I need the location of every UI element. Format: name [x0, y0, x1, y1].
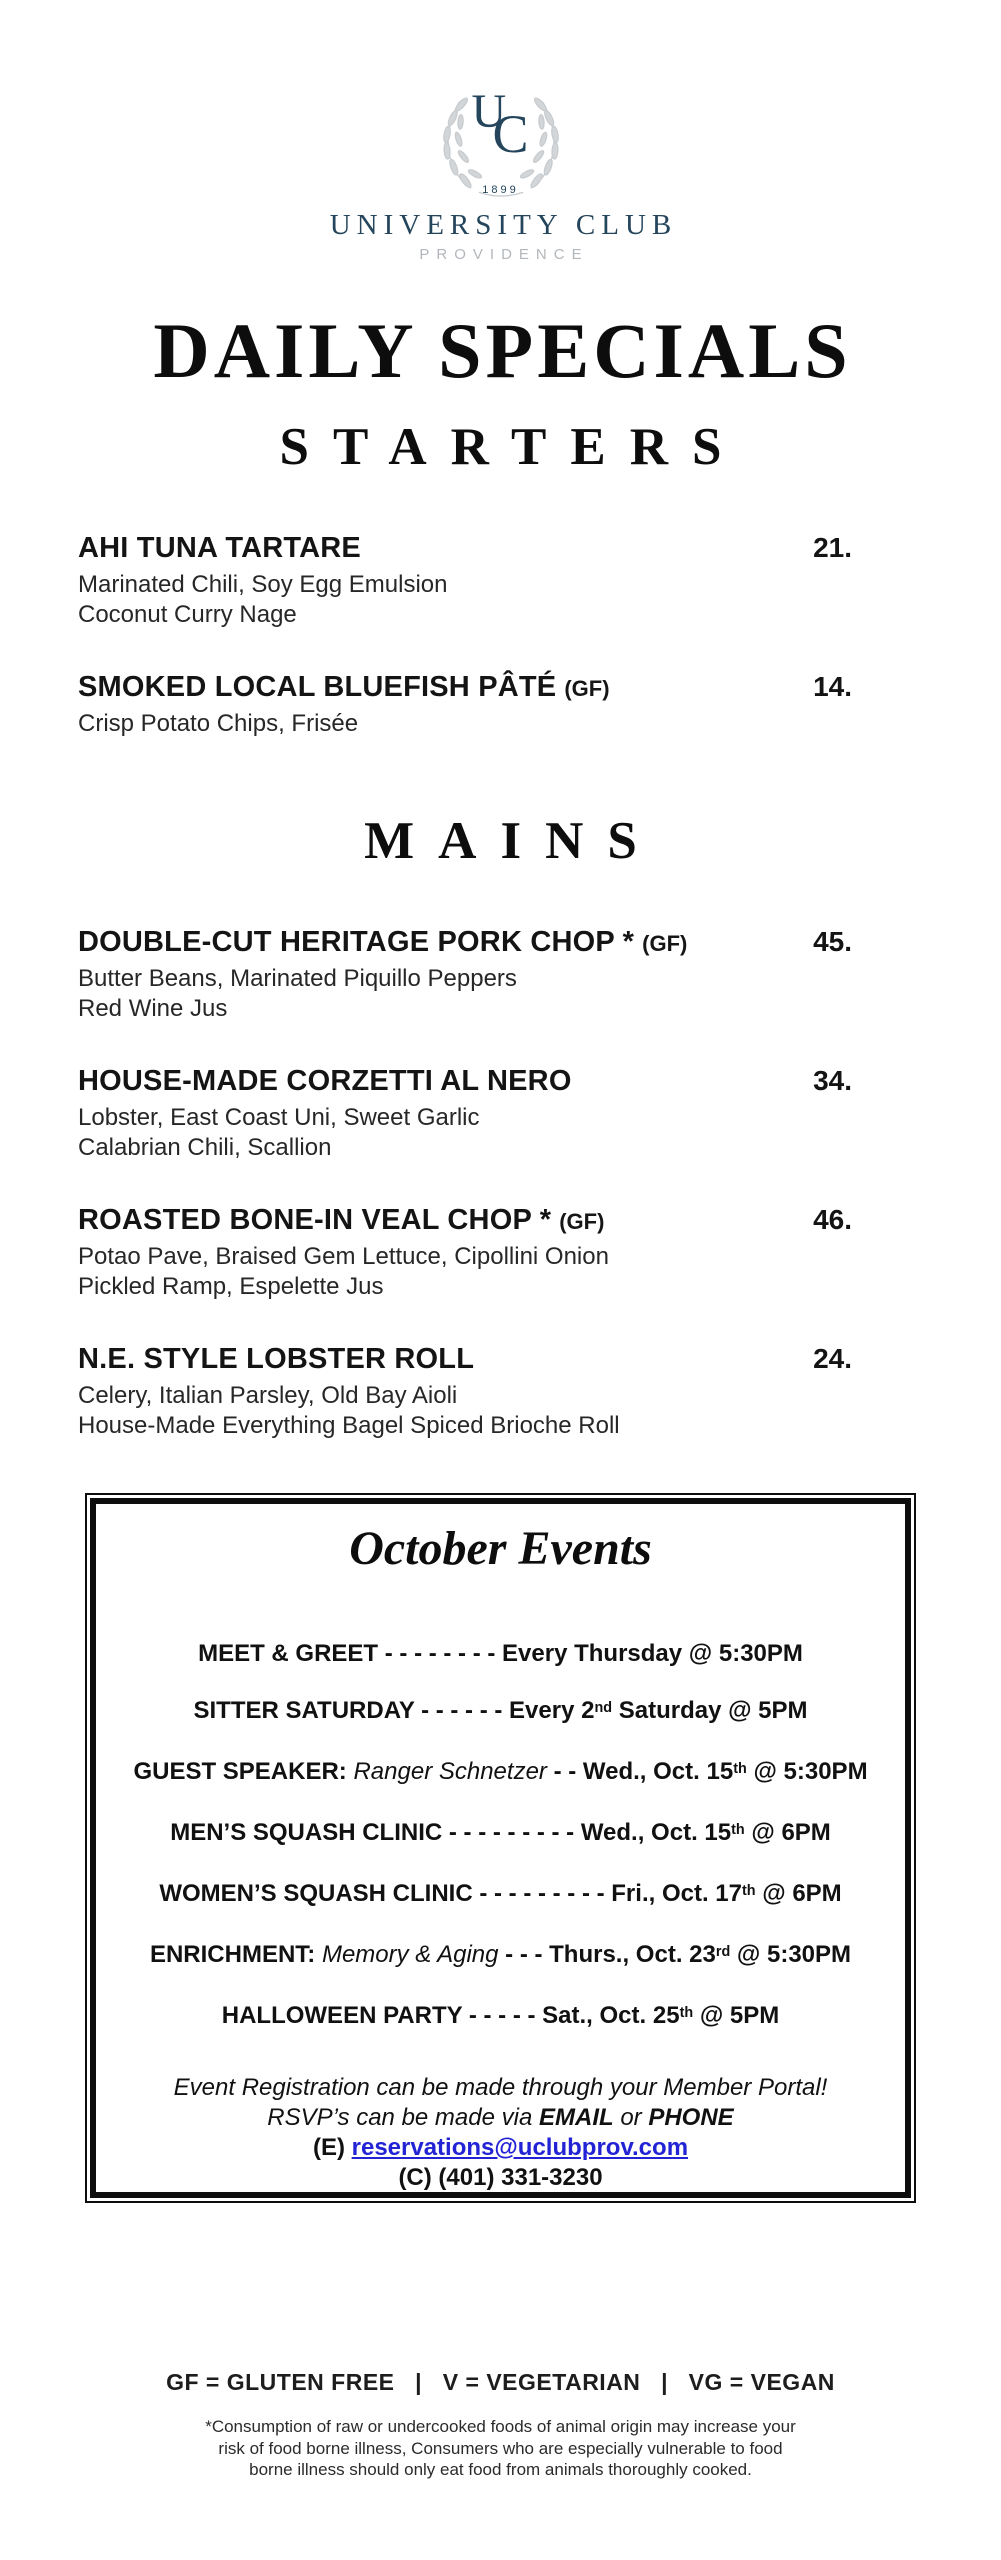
menu-item-head	[78, 531, 852, 570]
item-desc-line: Potao Pave, Braised Gem Lettuce, Cipollini Onion	[78, 1243, 609, 1270]
disclaimer-line: *Consumption of raw or undercooked foods of animal origin may increase your	[205, 2417, 796, 2436]
text-part: - - Wed., Oct. 15	[546, 1758, 734, 1785]
menu-item	[78, 1342, 852, 1441]
text-part: ENRICHMENT:	[149, 1941, 322, 1968]
item-name: DOUBLE-CUT HERITAGE PORK CHOP *	[78, 926, 635, 958]
menu-item	[78, 925, 852, 1024]
menu-item-head	[78, 1203, 852, 1242]
item-desc	[78, 709, 852, 739]
menu-item-head	[78, 925, 852, 964]
event-line	[96, 1638, 905, 1669]
item-desc-line: Celery, Italian Parsley, Old Bay Aioli	[78, 1382, 458, 1409]
item-desc-line: Coconut Curry Nage	[78, 601, 297, 628]
item-price: 46.	[813, 1204, 852, 1235]
text-part: @ 6PM	[744, 1819, 831, 1846]
menu-item-head	[78, 1342, 852, 1381]
menu-item-head	[78, 1064, 852, 1103]
founding-year: 1899	[482, 184, 519, 196]
item-dietary-tag: (GF)	[642, 931, 688, 956]
section-heading: STARTERS	[279, 418, 746, 476]
club-crest	[386, 85, 616, 198]
dietary-legend: GF = GLUTEN FREE | V = VEGETARIAN | VG = VEGAN	[166, 2369, 835, 2395]
item-desc	[78, 570, 852, 630]
events-box-inner	[90, 1498, 911, 2198]
text-part: PHONE	[648, 2104, 734, 2131]
item-desc	[78, 1381, 852, 1441]
item-price: 14.	[813, 671, 852, 702]
menu-item	[78, 531, 852, 630]
events-title: October Events	[349, 1522, 652, 1575]
item-desc-line: Butter Beans, Marinated Piquillo Peppers	[78, 965, 517, 992]
monogram-letter-c: C	[492, 104, 529, 164]
club-city: PROVIDENCE	[419, 246, 589, 263]
events-footer-line	[96, 2073, 905, 2103]
event-line	[96, 1695, 905, 1730]
text-part: th	[741, 1882, 756, 1899]
item-desc	[78, 964, 852, 1024]
text-part: EMAIL	[538, 2104, 614, 2131]
item-desc-line: Lobster, East Coast Uni, Sweet Garlic	[78, 1104, 480, 1131]
text-part: RSVP’s can be made via	[267, 2104, 539, 2131]
text-part: @ 5:30PM	[730, 1941, 852, 1968]
events-list	[96, 1638, 905, 2035]
text-part: th	[731, 1821, 745, 1838]
text-part: nd	[594, 1699, 613, 1716]
text-part: Saturday @ 5PM	[612, 1697, 808, 1724]
menu-section	[0, 812, 1001, 1441]
item-price: 45.	[813, 926, 852, 957]
item-desc-line: Red Wine Jus	[78, 995, 228, 1022]
text-part: MEET & GREET - - - - - - - - Every Thursday @ 5:30PM	[198, 1640, 803, 1667]
menu-item	[78, 1203, 852, 1302]
item-dietary-tag: (GF)	[559, 1209, 605, 1234]
item-desc-line: Marinated Chili, Soy Egg Emulsion	[78, 571, 448, 598]
menu-item-head	[78, 670, 852, 709]
monogram-letter-u: U	[471, 85, 507, 138]
text-part: @ 5PM	[693, 2002, 780, 2029]
consumption-disclaimer	[0, 2416, 1001, 2481]
text-part: th	[733, 1760, 747, 1777]
text-part: HALLOWEEN PARTY - - - - - Sat., Oct. 25	[221, 2002, 680, 2029]
text-part: Memory & Aging	[321, 1941, 499, 1968]
item-title	[78, 1203, 604, 1242]
item-name: ROASTED BONE-IN VEAL CHOP *	[78, 1204, 552, 1236]
item-desc-line: Pickled Ramp, Espelette Jus	[78, 1273, 384, 1300]
text-part: Ranger Schnetzer	[353, 1758, 547, 1785]
text-part: @ 6PM	[755, 1880, 842, 1907]
item-name: SMOKED LOCAL BLUEFISH PÂTÉ	[78, 671, 557, 703]
item-name: HOUSE-MADE CORZETTI AL NERO	[78, 1065, 572, 1097]
text-part: (E)	[312, 2134, 352, 2161]
event-line	[96, 1756, 905, 1791]
menu-sections	[0, 418, 1001, 1441]
event-line	[96, 1878, 905, 1913]
text-part: GUEST SPEAKER:	[133, 1758, 354, 1785]
text-part: Event Registration can be made through your Member Portal!	[173, 2074, 828, 2101]
item-price: 34.	[813, 1065, 852, 1096]
text-part: MEN’S SQUASH CLINIC - - - - - - - - - Wed., Oct. 15	[170, 1819, 732, 1846]
menu-section	[0, 418, 1001, 739]
section-heading: MAINS	[364, 812, 661, 870]
item-desc-line: Calabrian Chili, Scallion	[78, 1134, 332, 1161]
event-line	[96, 1939, 905, 1974]
section-items	[78, 531, 852, 739]
events-box	[85, 1493, 916, 2203]
uc-monogram	[456, 85, 546, 184]
item-title	[78, 925, 687, 964]
text-part: WOMEN’S SQUASH CLINIC - - - - - - - - - Fri., Oct. 17	[159, 1880, 742, 1907]
text-part: rd	[715, 1943, 731, 1960]
text-part: (C) (401) 331-3230	[398, 2164, 603, 2191]
item-title	[78, 531, 361, 570]
disclaimer-line: borne illness should only eat food from animals thoroughly cooked.	[249, 2460, 752, 2479]
events-footer-line	[96, 2163, 905, 2193]
event-line	[96, 1817, 905, 1852]
menu-item	[78, 670, 852, 739]
event-line	[96, 2000, 905, 2035]
disclaimer-line: risk of food borne illness, Consumers who are especially vulnerable to food	[218, 2438, 783, 2458]
email-link[interactable]: reservations@uclubprov.com	[351, 2134, 689, 2161]
events-footer-line	[96, 2133, 905, 2163]
section-items	[78, 925, 852, 1441]
item-price: 21.	[813, 532, 852, 563]
item-desc-line: Crisp Potato Chips, Frisée	[78, 710, 359, 737]
item-name: N.E. STYLE LOBSTER ROLL	[78, 1343, 475, 1375]
text-part: @ 5:30PM	[746, 1758, 868, 1785]
club-name: UNIVERSITY CLUB	[329, 209, 678, 241]
item-name: AHI TUNA TARTARE	[78, 532, 361, 564]
text-part: SITTER SATURDAY - - - - - - Every 2	[193, 1697, 595, 1724]
events-footer-line	[96, 2103, 905, 2133]
item-desc-line: House-Made Everything Bagel Spiced Brioche Roll	[78, 1412, 620, 1439]
item-price: 24.	[813, 1343, 852, 1374]
menu-item	[78, 1064, 852, 1163]
events-footer	[96, 2073, 905, 2193]
item-title	[78, 1064, 572, 1103]
text-part: or	[613, 2104, 649, 2131]
page-title: DAILY SPECIALS	[153, 307, 852, 394]
item-desc	[78, 1242, 852, 1302]
item-title	[78, 1342, 474, 1381]
text-part: - - - Thurs., Oct. 23	[498, 1941, 716, 1968]
text-part: th	[679, 2004, 694, 2021]
item-dietary-tag: (GF)	[564, 676, 610, 701]
item-desc	[78, 1103, 852, 1163]
item-title	[78, 670, 610, 709]
